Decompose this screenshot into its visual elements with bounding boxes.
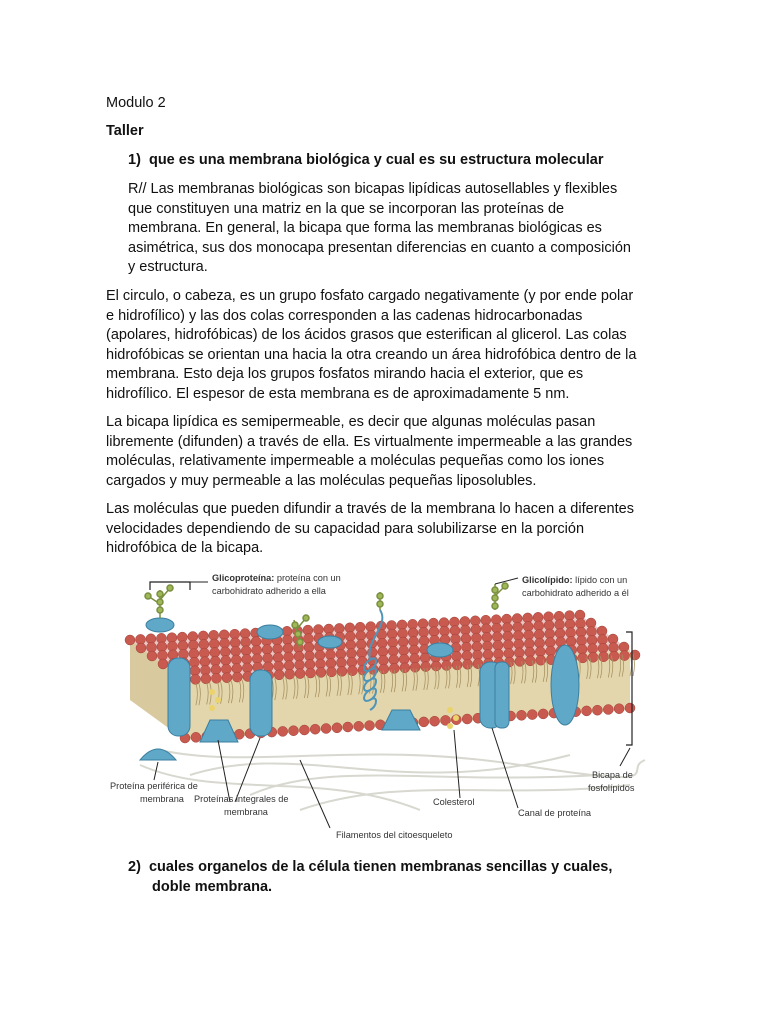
lipid-head bbox=[431, 661, 441, 671]
lipid-head bbox=[306, 668, 316, 678]
paragraph-line: La bicapa lipídica es semipermeable, es decir que algunas moléculas pasan bbox=[106, 414, 596, 430]
lipid-head bbox=[222, 673, 232, 683]
membrane-diagram bbox=[100, 570, 660, 850]
lipid-head bbox=[337, 666, 347, 676]
protein-channel bbox=[495, 662, 509, 728]
paragraph-2 bbox=[106, 287, 676, 404]
lipid-head bbox=[354, 721, 364, 731]
peripheral-protein bbox=[427, 643, 453, 657]
lipid-head bbox=[299, 725, 309, 735]
lipid-head bbox=[310, 724, 320, 734]
paragraph-line: El circulo, o cabeza, es un grupo fosfato cargado negativamente (y por ende polar bbox=[106, 288, 634, 304]
question-2-line bbox=[128, 858, 668, 878]
lipid-head bbox=[620, 651, 630, 661]
question-2 bbox=[128, 858, 668, 897]
lipid-head bbox=[201, 674, 211, 684]
question-1-text: que es una membrana biológica y cual es su estructura molecular bbox=[148, 152, 604, 168]
integral-protein bbox=[250, 670, 272, 736]
glycoprotein-label: Glicoproteína: proteína con un bbox=[212, 573, 341, 583]
lipid-head bbox=[614, 704, 624, 714]
glycolipid-desc: carbohidrato adherido a él bbox=[522, 588, 629, 598]
lipid-head bbox=[582, 706, 592, 716]
answer-1-line: R// Las membranas biológicas son bicapas lipídicas autosellables y flexibles bbox=[128, 181, 618, 197]
peripheral-protein-label-2: membrana bbox=[140, 794, 184, 804]
lipid-head bbox=[625, 703, 635, 713]
paragraph-3 bbox=[106, 413, 676, 491]
section-title: Taller bbox=[106, 123, 144, 139]
paragraph-line: hidrofílico. El espesor de esta membrana es de aproximadamente 5 nm. bbox=[106, 385, 570, 402]
lipid-head bbox=[289, 726, 299, 736]
lipid-head bbox=[147, 651, 157, 661]
lipid-head bbox=[347, 666, 357, 676]
lipid-head bbox=[232, 672, 242, 682]
peripheral-protein bbox=[257, 625, 283, 639]
lipid-head bbox=[321, 724, 331, 734]
paragraph-line: velocidades dependiendo de su capacidad para solubilizarse en la porción bbox=[106, 520, 585, 537]
peripheral-protein bbox=[318, 636, 342, 648]
paragraph-line: membrana. Esto deja los grupos fosfatos mirando hacia el exterior, que es bbox=[106, 366, 584, 382]
integral-proteins-label-2: membrana bbox=[224, 807, 268, 817]
cytoskeleton-label: Filamentos del citoesqueleto bbox=[336, 830, 453, 840]
answer-1-line: que constituyen una matriz en la que se incorporan las proteínas de bbox=[128, 200, 565, 217]
lipid-head bbox=[462, 714, 472, 724]
answer-1-line: membrana. En general, la bicapa que forma las membranas biológicas es bbox=[128, 220, 602, 236]
paragraph-line: libremente (difunden) a través de ella. Es virtualmente impermeable a las grandes bbox=[106, 433, 633, 450]
integral-protein bbox=[168, 658, 190, 736]
lipid-head bbox=[332, 723, 342, 733]
paragraph-line: hidrofóbica de la bicapa. bbox=[106, 540, 264, 556]
paragraph-line: e hidrofílico) y las dos colas corresponden a las cadenas hidrocarbonadas bbox=[106, 307, 583, 324]
paragraph-line: moléculas, relativamente impermeable a moléculas pequeñas como los iones bbox=[106, 453, 605, 469]
module-title: Modulo 2 bbox=[106, 95, 166, 111]
bilayer-label: Bicapa de bbox=[592, 770, 633, 780]
lipid-head bbox=[599, 652, 609, 662]
lipid-head bbox=[442, 661, 452, 671]
question-1-number: 1) bbox=[128, 152, 141, 168]
lipid-head bbox=[211, 673, 221, 683]
paragraph-line: Las moléculas que pueden difundir a través de la membrana lo hacen a diferentes bbox=[106, 501, 634, 517]
answer-1-line: y estructura. bbox=[128, 259, 208, 275]
paragraph-line: cargados y muy permeable a las moléculas pequeñas liposolubles. bbox=[106, 472, 537, 489]
lipid-head bbox=[136, 643, 146, 653]
question-1 bbox=[128, 151, 603, 171]
lipid-head bbox=[517, 710, 527, 720]
cholesterol-label: Colesterol bbox=[433, 797, 475, 807]
lipid-head bbox=[527, 710, 537, 720]
integral-proteins-label: Proteínas integrales de bbox=[194, 794, 289, 804]
lipid-head bbox=[525, 656, 535, 666]
lipid-head bbox=[538, 709, 548, 719]
paragraph-line: (apolares, hidrofóbicas) de los ácidos grasos que esterifican al glicerol. Las colas bbox=[106, 327, 627, 343]
lipid-head bbox=[191, 732, 201, 742]
lipid-head bbox=[365, 721, 375, 731]
answer-1 bbox=[128, 180, 668, 278]
lipid-head bbox=[191, 674, 201, 684]
lipid-head bbox=[419, 717, 429, 727]
lipid-head bbox=[592, 705, 602, 715]
lipid-head bbox=[400, 663, 410, 673]
answer-1-line: asimétrica, sus dos monocapa presentan diferencias en cuanto a composición bbox=[128, 239, 631, 256]
peripheral-protein-label: Proteína periférica de bbox=[110, 781, 198, 791]
lipid-head bbox=[327, 667, 337, 677]
question-2-line-2: doble membrana. bbox=[152, 878, 273, 895]
peripheral-protein bbox=[140, 749, 176, 760]
lipid-head bbox=[609, 651, 619, 661]
lipid-head bbox=[410, 662, 420, 672]
lipid-head bbox=[278, 726, 288, 736]
lipid-head bbox=[158, 659, 168, 669]
lipid-head bbox=[603, 705, 613, 715]
glycolipid-label: Glicolípido: lípido con un bbox=[522, 575, 628, 585]
lipid-head bbox=[316, 667, 326, 677]
peripheral-protein bbox=[146, 618, 174, 632]
lipid-head bbox=[125, 635, 135, 645]
bilayer-label-2: fosfolípidos bbox=[588, 783, 635, 793]
integral-protein bbox=[551, 645, 579, 725]
paragraph-4 bbox=[106, 500, 676, 559]
lipid-head bbox=[421, 662, 431, 672]
paragraph-line: hidrofóbicas se orientan una hacia la otra creando un área hidrofóbica dentro de la bbox=[106, 346, 637, 363]
protein-channel-label: Canal de proteína bbox=[518, 808, 592, 818]
question-2-text: cuales organelos de la célula tienen membranas sencillas y cuales, bbox=[148, 859, 613, 875]
glycoprotein-desc: carbohidrato adherido a ella bbox=[212, 586, 326, 596]
lipid-head bbox=[430, 716, 440, 726]
question-2-number: 2) bbox=[128, 859, 141, 875]
lipid-head bbox=[343, 722, 353, 732]
lipid-head bbox=[515, 656, 525, 666]
